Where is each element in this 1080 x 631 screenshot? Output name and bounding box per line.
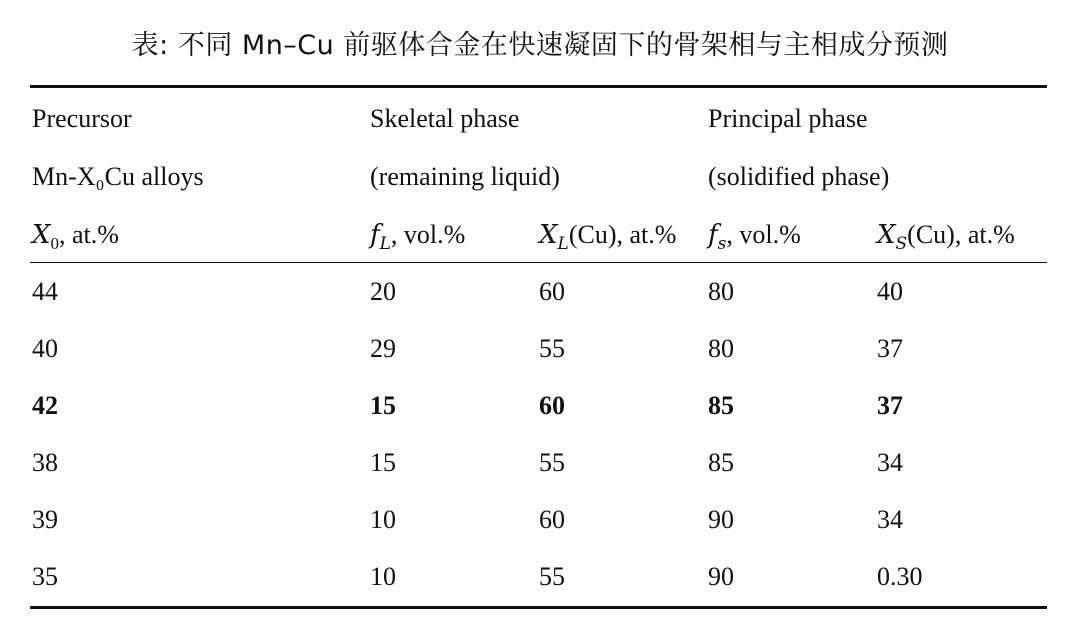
cell-x0: 35: [32, 562, 58, 591]
cell-fl: 20: [370, 277, 396, 306]
cell-xs: 0.30: [877, 562, 923, 591]
cell-x0: 38: [32, 448, 58, 477]
header-fl: $f_L$, vol.%: [370, 220, 466, 254]
cell-fl: 15: [370, 448, 396, 477]
cell-xs: 34: [877, 448, 903, 477]
table-caption: 表: 不同 Mn–Cu 前驱体合金在快速凝固下的骨架相与主相成分预测: [131, 30, 949, 61]
cell-fs: 85: [708, 391, 734, 420]
cell-xs: 37: [877, 391, 903, 420]
header-fs: $f_s$, vol.%: [708, 220, 801, 254]
header-x0: $X_0$, at.%: [32, 220, 119, 253]
table-row: [0, 446, 1080, 486]
cell-x0: 40: [32, 334, 58, 363]
top-rule: [30, 85, 1047, 88]
header-precursor: Precursor: [32, 104, 132, 133]
header-rule: [30, 262, 1047, 263]
header-remaining-liquid: (remaining liquid): [370, 162, 560, 191]
bottom-rule: [30, 606, 1047, 609]
table-row-highlighted: [0, 389, 1080, 429]
cell-fs: 85: [708, 448, 734, 477]
cell-fl: 15: [370, 391, 396, 420]
cell-x0: 42: [32, 391, 58, 420]
cell-fl: 29: [370, 334, 396, 363]
cell-xl: 55: [539, 448, 565, 477]
cell-fs: 90: [708, 562, 734, 591]
cell-xl: 60: [539, 277, 565, 306]
cell-xs: 40: [877, 277, 903, 306]
header-solidified-phase: (solidified phase): [708, 162, 890, 191]
cell-x0: 44: [32, 277, 58, 306]
cell-x0: 39: [32, 505, 58, 534]
cell-fs: 80: [708, 277, 734, 306]
cell-xl: 55: [539, 334, 565, 363]
cell-xl: 55: [539, 562, 565, 591]
table-row: [0, 560, 1080, 600]
header-xs-cu: $X_S(Cu)$, at.%: [877, 220, 1015, 254]
cell-fs: 80: [708, 334, 734, 363]
table-row: [0, 503, 1080, 543]
header-principal-phase: Principal phase: [708, 104, 868, 133]
cell-xl: 60: [539, 391, 565, 420]
table-row: [0, 332, 1080, 372]
cell-fl: 10: [370, 505, 396, 534]
header-alloys: Mn-X₀Cu alloys: [32, 162, 204, 191]
cell-fs: 90: [708, 505, 734, 534]
header-xl-cu: $X_L(Cu)$, at.%: [539, 220, 677, 254]
cell-xs: 34: [877, 505, 903, 534]
cell-xs: 37: [877, 334, 903, 363]
cell-fl: 10: [370, 562, 396, 591]
table-row: [0, 275, 1080, 315]
cell-xl: 60: [539, 505, 565, 534]
header-skeletal-phase: Skeletal phase: [370, 104, 520, 133]
